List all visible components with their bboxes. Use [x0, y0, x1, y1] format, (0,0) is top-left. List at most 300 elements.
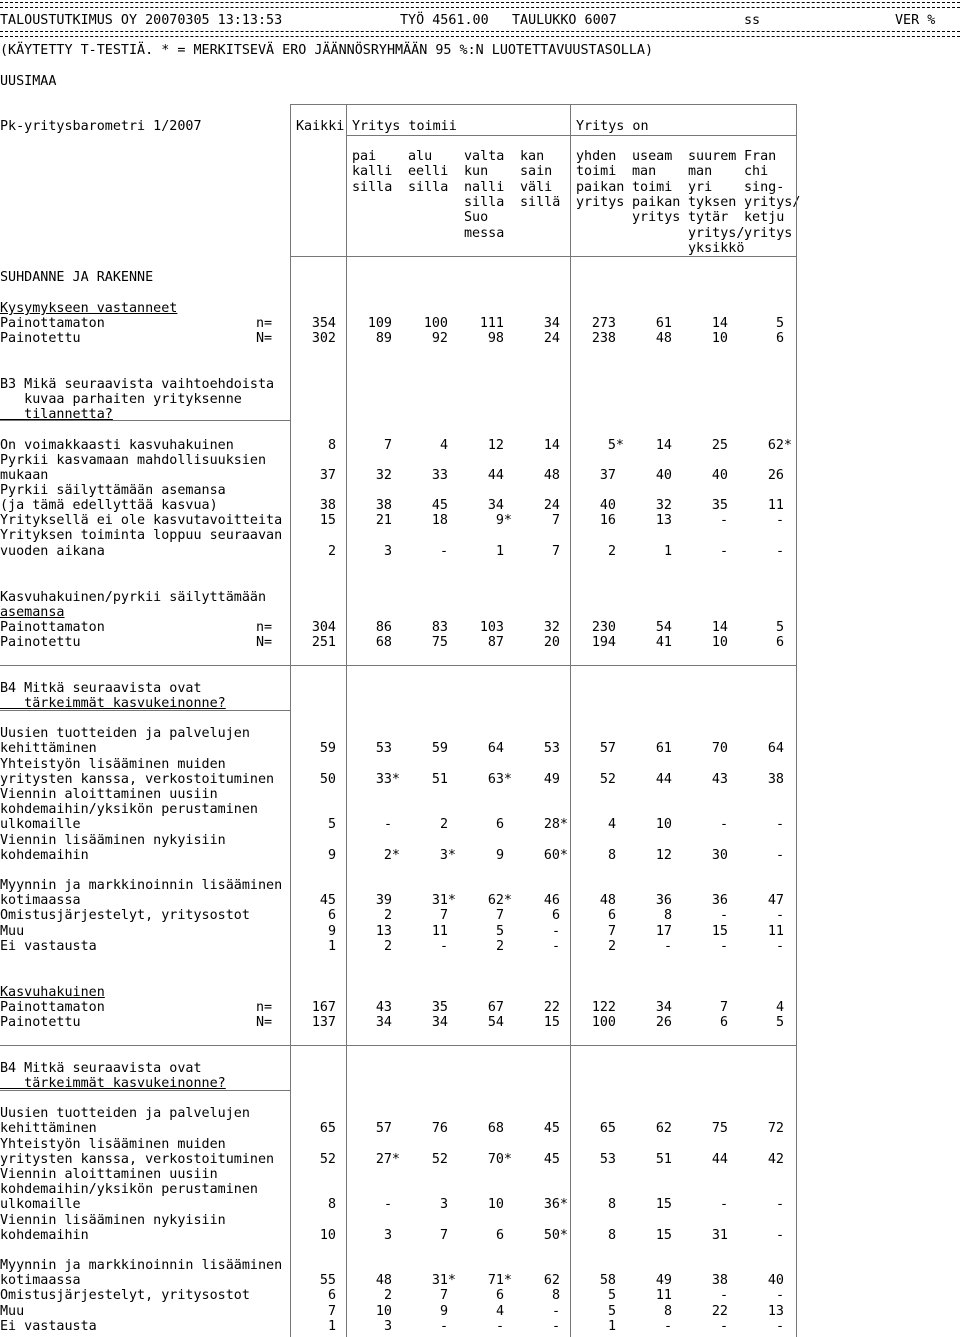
cell-value: 58: [599, 1273, 616, 1288]
row-label: Kasvuhakuinen/pyrkii säilyttämään: [0, 590, 267, 605]
column-header-line: messa: [464, 225, 505, 241]
column-header-line: alu: [408, 149, 433, 164]
cell-value: 47: [767, 893, 784, 908]
cell-value: 40: [767, 1273, 784, 1288]
column-header-line: ketju: [744, 210, 785, 226]
column-header-line: chi: [744, 164, 769, 180]
cell-value: 40: [599, 498, 616, 513]
cell-value: 8: [663, 1304, 672, 1319]
cell-value: 43: [375, 1000, 392, 1015]
cell-value: 15: [319, 513, 336, 528]
cell-value: 1: [663, 544, 672, 559]
cell-value: 70: [711, 741, 728, 756]
cell-value: 2: [607, 939, 616, 954]
cell-value: 98: [487, 331, 504, 346]
job-number: TYÖ 4561.00: [400, 13, 489, 28]
cell-value: 38: [319, 498, 336, 513]
cell-value: 4: [439, 438, 448, 453]
cell-value: 5: [327, 817, 336, 832]
cell-value: 9: [495, 848, 504, 863]
cell-value: 28*: [543, 817, 568, 832]
cell-value: 34: [375, 1015, 392, 1030]
cell-value: 100: [591, 1015, 616, 1030]
column-header-line: sillä: [520, 194, 561, 210]
cell-value: 6: [719, 1015, 728, 1030]
cell-value: 24: [543, 498, 560, 513]
cell-value: 7: [383, 438, 392, 453]
cell-value: 10: [487, 1197, 504, 1212]
row-label: tilannetta?: [0, 407, 113, 422]
row-label: Yhteistyön lisääminen muiden: [0, 1137, 226, 1152]
cell-value: -: [775, 939, 784, 954]
row-label: Kysymykseen vastanneet: [0, 301, 178, 316]
cell-value: 31*: [431, 893, 456, 908]
cell-value: -: [775, 1288, 784, 1303]
cell-value: 86: [375, 620, 392, 635]
cell-value: 11: [655, 1288, 672, 1303]
column-header-line: yri: [688, 179, 713, 195]
cell-value: 22: [711, 1304, 728, 1319]
cell-value: 21: [375, 513, 392, 528]
group-heading-company-is: Yritys on: [576, 119, 649, 134]
row-label: Painotettu: [0, 1015, 81, 1030]
column-header-line: yritys: [576, 194, 625, 210]
cell-value: 57: [375, 1121, 392, 1136]
row-label: Pyrkii kasvamaan mahdollisuuksien: [0, 453, 267, 468]
cell-value: -: [719, 544, 728, 559]
row-label: kehittäminen: [0, 1121, 97, 1136]
row-label: Painottamaton: [0, 1000, 105, 1015]
cell-value: 54: [487, 1015, 504, 1030]
row-label: mukaan: [0, 468, 49, 483]
cell-value: 1: [327, 939, 336, 954]
cell-value: 33*: [375, 772, 400, 787]
row-label: B4 Mitkä seuraavista ovat: [0, 1061, 202, 1076]
cell-value: 14: [655, 438, 672, 453]
cell-value: 2: [327, 544, 336, 559]
row-label: ulkomaille: [0, 817, 81, 832]
cell-value: 5: [775, 1015, 784, 1030]
cell-value: 3: [383, 544, 392, 559]
cell-value: -: [719, 939, 728, 954]
top-rule: [0, 2, 960, 8]
base-marker: n=: [256, 316, 273, 331]
cell-value: 6: [495, 1228, 504, 1243]
cell-value: 10: [375, 1304, 392, 1319]
cell-value: 194: [591, 635, 616, 650]
cell-value: 89: [375, 331, 392, 346]
survey-title: Pk-yritysbarometri 1/2007: [0, 119, 202, 134]
base-marker: N=: [256, 331, 273, 346]
table-number: TAULUKKO 6007: [512, 13, 617, 28]
row-label: Omistusjärjestelyt, yritysostot: [0, 908, 250, 923]
cell-value: 75: [711, 1121, 728, 1136]
cell-value: 11: [767, 498, 784, 513]
cell-value: 32: [375, 468, 392, 483]
cell-value: 32: [543, 620, 560, 635]
column-header-line: tyksen: [688, 194, 737, 210]
cell-value: 45: [431, 498, 448, 513]
cell-value: -: [775, 1319, 784, 1334]
cell-value: 2: [383, 908, 392, 923]
cell-value: 59: [431, 741, 448, 756]
cell-value: 230: [591, 620, 616, 635]
section-title: SUHDANNE JA RAKENNE: [0, 270, 154, 285]
row-label: kehittäminen: [0, 741, 97, 756]
base-marker: n=: [256, 1000, 273, 1015]
row-label: Painottamaton: [0, 316, 105, 331]
cell-value: 3: [439, 1197, 448, 1212]
cell-value: 37: [599, 468, 616, 483]
cell-value: 25: [711, 438, 728, 453]
cell-value: -: [383, 1197, 392, 1212]
column-header-line: väli: [520, 179, 553, 195]
cell-value: 7: [607, 924, 616, 939]
cell-value: 9: [439, 1304, 448, 1319]
column-header-line: valta: [464, 149, 505, 164]
row-label: Viennin lisääminen nykyisiin: [0, 1213, 226, 1228]
cell-value: 53: [375, 741, 392, 756]
cell-value: 5*: [607, 438, 624, 453]
cell-value: 49: [655, 1273, 672, 1288]
row-label: Yhteistyön lisääminen muiden: [0, 757, 226, 772]
row-label: yritysten kanssa, verkostoituminen: [0, 1152, 275, 1167]
cell-value: 48: [655, 331, 672, 346]
cell-value: 9: [327, 848, 336, 863]
cell-value: 27*: [375, 1152, 400, 1167]
cell-value: -: [551, 939, 560, 954]
cell-value: 61: [655, 316, 672, 331]
row-label: kohdemaihin/yksikön perustaminen: [0, 1182, 258, 1197]
cell-value: 70*: [487, 1152, 512, 1167]
row-label: Uusien tuotteiden ja palvelujen: [0, 726, 250, 741]
cell-value: 4: [495, 1304, 504, 1319]
cell-value: 50*: [543, 1228, 568, 1243]
cell-value: 63*: [487, 772, 512, 787]
cell-value: 7: [327, 1304, 336, 1319]
cell-value: -: [719, 908, 728, 923]
cell-value: 55: [319, 1273, 336, 1288]
cell-value: 38: [767, 772, 784, 787]
cell-value: 13: [767, 1304, 784, 1319]
row-label: Kasvuhakuinen: [0, 985, 105, 1000]
row-label: Muu: [0, 1304, 25, 1319]
cell-value: 45: [319, 893, 336, 908]
cell-value: 10: [711, 331, 728, 346]
cell-value: 2*: [383, 848, 400, 863]
column-header-line: man: [688, 164, 713, 180]
row-label: Painottamaton: [0, 620, 105, 635]
column-header-line: Suo: [464, 210, 489, 226]
cell-value: 30: [711, 848, 728, 863]
column-header-line: silla: [408, 179, 449, 195]
cell-value: 52: [319, 1152, 336, 1167]
cell-value: 15: [655, 1228, 672, 1243]
cell-value: 72: [767, 1121, 784, 1136]
row-label: kohdemaihin/yksikön perustaminen: [0, 802, 258, 817]
row-label: tärkeimmät kasvukeinonne?: [0, 1076, 226, 1091]
cell-value: 11: [767, 924, 784, 939]
grid-hline: [290, 256, 796, 257]
cell-value: 57: [599, 741, 616, 756]
cell-value: 16: [599, 513, 616, 528]
row-label: Ei vastausta: [0, 939, 97, 954]
cell-value: 34: [543, 316, 560, 331]
row-label: Painotettu: [0, 331, 81, 346]
cell-value: 4: [607, 817, 616, 832]
cell-value: 51: [655, 1152, 672, 1167]
cell-value: 2: [607, 544, 616, 559]
cell-value: 26: [655, 1015, 672, 1030]
column-header-line: sain: [520, 164, 553, 180]
cell-value: 32: [655, 498, 672, 513]
cell-value: 1: [607, 1319, 616, 1334]
cell-value: 2: [439, 817, 448, 832]
cell-value: 35: [431, 1000, 448, 1015]
row-label: yritysten kanssa, verkostoituminen: [0, 772, 275, 787]
cell-value: -: [719, 1288, 728, 1303]
cell-value: -: [383, 817, 392, 832]
cell-value: 10: [711, 635, 728, 650]
grid-hline: [346, 135, 796, 136]
cell-value: 251: [311, 635, 336, 650]
row-label: Myynnin ja markkinoinnin lisääminen: [0, 1258, 283, 1273]
cell-value: 33: [431, 468, 448, 483]
row-label: On voimakkaasti kasvuhakuinen: [0, 438, 234, 453]
cell-value: 53: [599, 1152, 616, 1167]
cell-value: 304: [311, 620, 336, 635]
cell-value: 14: [711, 316, 728, 331]
cell-value: 6: [495, 1288, 504, 1303]
cell-value: 40: [655, 468, 672, 483]
cell-value: -: [663, 939, 672, 954]
cell-value: 24: [543, 331, 560, 346]
cell-value: -: [719, 1197, 728, 1212]
cell-value: 14: [711, 620, 728, 635]
cell-value: 6: [775, 635, 784, 650]
cell-value: 26: [767, 468, 784, 483]
cell-value: 59: [319, 741, 336, 756]
region-title: UUSIMAA: [0, 74, 57, 89]
grid-vline: [570, 104, 571, 1337]
cell-value: 36: [711, 893, 728, 908]
cell-value: 60*: [543, 848, 568, 863]
column-header-line: sing-: [744, 179, 785, 195]
column-header-line: toimi: [632, 179, 673, 195]
cell-value: 54: [655, 620, 672, 635]
row-label: B4 Mitkä seuraavista ovat: [0, 681, 202, 696]
cell-value: -: [719, 513, 728, 528]
cell-value: 48: [543, 468, 560, 483]
cell-value: 1: [495, 544, 504, 559]
cell-value: 8: [663, 908, 672, 923]
cell-value: 7: [551, 513, 560, 528]
cell-value: 83: [431, 620, 448, 635]
row-label: Yrityksen toiminta loppuu seuraavan: [0, 528, 283, 543]
row-label: kohdemaihin: [0, 848, 89, 863]
ver-label: VER %: [895, 13, 936, 28]
grid-vline: [290, 104, 291, 1337]
column-all-heading: Kaikki: [296, 119, 345, 134]
cell-value: -: [775, 513, 784, 528]
cell-value: -: [775, 1197, 784, 1212]
cell-value: 273: [591, 316, 616, 331]
cell-value: 45: [543, 1121, 560, 1136]
cell-value: 2: [383, 1288, 392, 1303]
cell-value: 68: [375, 635, 392, 650]
column-header-line: useam: [632, 149, 673, 164]
report-id: TALOUSTUTKIMUS OY 20070305 13:13:53: [0, 13, 283, 28]
row-label: vuoden aikana: [0, 544, 105, 559]
cell-value: 64: [487, 741, 504, 756]
cell-value: -: [719, 817, 728, 832]
cell-value: 6: [495, 817, 504, 832]
cell-value: 31*: [431, 1273, 456, 1288]
cell-value: 167: [311, 1000, 336, 1015]
cell-value: 44: [711, 1152, 728, 1167]
cell-value: 18: [431, 513, 448, 528]
row-label: tärkeimmät kasvukeinonne?: [0, 696, 226, 711]
cell-value: 1: [327, 1319, 336, 1334]
cell-value: 5: [775, 620, 784, 635]
cell-value: 65: [599, 1121, 616, 1136]
cell-value: 48: [375, 1273, 392, 1288]
cell-value: 45: [543, 1152, 560, 1167]
column-header-line: kan: [520, 149, 545, 164]
cell-value: -: [439, 544, 448, 559]
row-label: Yrityksellä ei ole kasvutavoitteita: [0, 513, 283, 528]
cell-value: 15: [711, 924, 728, 939]
grid-hline: [290, 104, 796, 105]
ss-label: ss: [744, 13, 761, 28]
column-header-line: toimi: [576, 164, 617, 180]
cell-value: 103: [479, 620, 504, 635]
cell-value: 39: [375, 893, 392, 908]
cell-value: -: [495, 1319, 504, 1334]
cell-value: -: [663, 1319, 672, 1334]
cell-value: 7: [551, 544, 560, 559]
group-heading-operates: Yritys toimii: [352, 119, 457, 134]
row-label: B3 Mikä seuraavista vaihtoehdoista: [0, 377, 275, 392]
column-header-line: tytär: [688, 210, 729, 226]
cell-value: 75: [431, 635, 448, 650]
cell-value: 17: [655, 924, 672, 939]
cell-value: -: [719, 1319, 728, 1334]
column-header-line: yritys: [744, 225, 793, 241]
row-label: kohdemaihin: [0, 1228, 89, 1243]
cell-value: 15: [543, 1015, 560, 1030]
column-header-line: silla: [464, 194, 505, 210]
cell-value: 34: [431, 1015, 448, 1030]
cell-value: 42: [767, 1152, 784, 1167]
base-marker: N=: [256, 635, 273, 650]
grid-vline: [796, 104, 797, 1337]
cell-value: 36*: [543, 1197, 568, 1212]
cell-value: -: [775, 1228, 784, 1243]
row-label: (ja tämä edellyttää kasvua): [0, 498, 218, 513]
cell-value: 20: [543, 635, 560, 650]
base-marker: n=: [256, 620, 273, 635]
row-label: kuvaa parhaiten yrityksenne: [0, 392, 242, 407]
cell-value: 354: [311, 316, 336, 331]
cell-value: 65: [319, 1121, 336, 1136]
cell-value: 44: [487, 468, 504, 483]
column-header-line: Fran: [744, 149, 777, 164]
cell-value: 61: [655, 741, 672, 756]
base-marker: N=: [256, 1015, 273, 1030]
cell-value: 41: [655, 635, 672, 650]
cell-value: 13: [655, 513, 672, 528]
cell-value: 8: [607, 848, 616, 863]
grid-hline: [0, 1045, 796, 1046]
cell-value: 15: [655, 1197, 672, 1212]
cell-value: -: [439, 1319, 448, 1334]
column-header-line: paikan: [576, 179, 625, 195]
cell-value: 5: [495, 924, 504, 939]
cell-value: 62*: [487, 893, 512, 908]
cell-value: 12: [487, 438, 504, 453]
cell-value: 7: [719, 1000, 728, 1015]
cell-value: 13: [375, 924, 392, 939]
cell-value: 4: [775, 1000, 784, 1015]
cell-value: 10: [655, 817, 672, 832]
row-label: Ei vastausta: [0, 1319, 97, 1334]
column-header-line: pai: [352, 149, 377, 164]
row-label: kotimaassa: [0, 1273, 81, 1288]
cell-value: 7: [439, 908, 448, 923]
row-label: Omistusjärjestelyt, yritysostot: [0, 1288, 250, 1303]
grid-vline: [346, 104, 347, 1337]
row-label: kotimaassa: [0, 893, 81, 908]
cell-value: 8: [551, 1288, 560, 1303]
cell-value: 38: [711, 1273, 728, 1288]
cell-value: 122: [591, 1000, 616, 1015]
cell-value: -: [775, 908, 784, 923]
cell-value: -: [775, 848, 784, 863]
cell-value: 50: [319, 772, 336, 787]
cell-value: 51: [431, 772, 448, 787]
cell-value: 9: [327, 924, 336, 939]
row-label: Viennin aloittaminen uusiin: [0, 1167, 218, 1182]
cell-value: 71*: [487, 1273, 512, 1288]
cell-value: -: [439, 939, 448, 954]
column-header-line: nalli: [464, 179, 505, 195]
cell-value: 53: [543, 741, 560, 756]
column-header-line: eelli: [408, 164, 449, 180]
cell-value: 7: [439, 1288, 448, 1303]
cell-value: 8: [327, 1197, 336, 1212]
t-test-note: (KÄYTETTY T-TESTIÄ. * = MERKITSEVÄ ERO JÄÄNNÖSRYHMÄÄN 95 %:N LUOTETTAVUUSTASOLLA): [0, 43, 654, 58]
cell-value: 22: [543, 1000, 560, 1015]
row-label: Viennin aloittaminen uusiin: [0, 787, 218, 802]
cell-value: 14: [543, 438, 560, 453]
cell-value: 9*: [495, 513, 512, 528]
column-header-line: yhden: [576, 149, 617, 164]
header-rule: [0, 31, 960, 37]
cell-value: 62*: [767, 438, 792, 453]
column-header-line: yksikkö: [688, 240, 745, 256]
row-label: Uusien tuotteiden ja palvelujen: [0, 1106, 250, 1121]
column-header-line: yritys: [632, 210, 681, 226]
row-label: Viennin lisääminen nykyisiin: [0, 833, 226, 848]
row-label: Muu: [0, 924, 25, 939]
row-label: ulkomaille: [0, 1197, 81, 1212]
cell-value: 37: [319, 468, 336, 483]
cell-value: 68: [487, 1121, 504, 1136]
cell-value: 100: [423, 316, 448, 331]
grid-hline: [0, 665, 796, 666]
row-label: Myynnin ja markkinoinnin lisääminen: [0, 878, 283, 893]
